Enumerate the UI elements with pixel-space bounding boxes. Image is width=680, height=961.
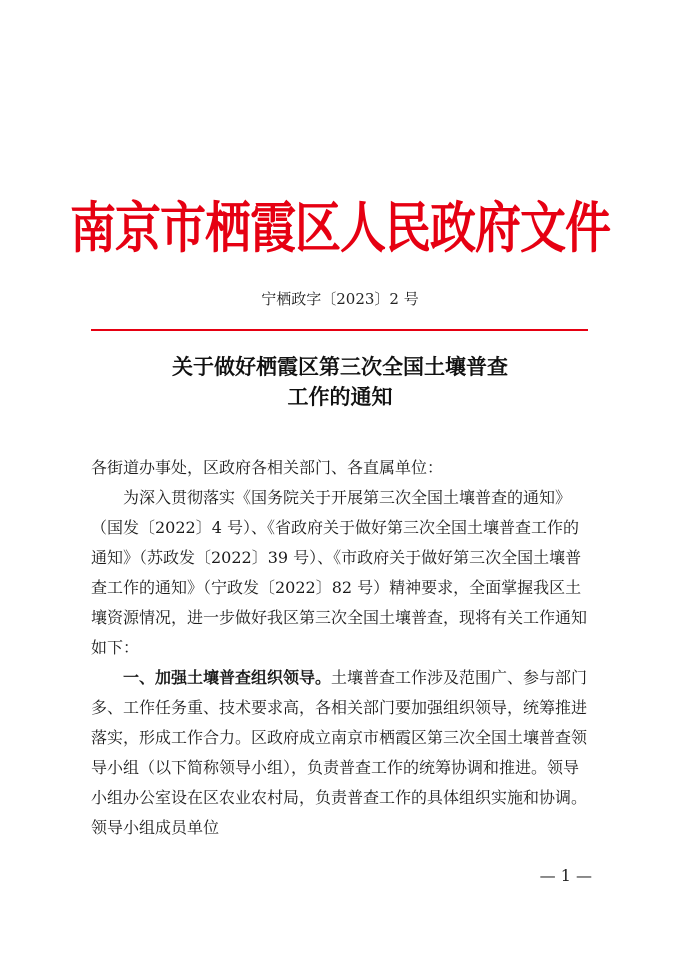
document-body [91,453,591,843]
document-number: 宁栖政字〔2023〕2 号 [261,290,419,308]
red-separator-line [91,329,588,331]
intro-paragraph: 为深入贯彻落实《国务院关于开展第三次全国土壤普查的通知》（国发〔2022〕4 号）、《省政府关于做好第三次全国土壤普查工作的通知》（苏政发〔2022〕39 号）、《市政府关于做好第三次全国土壤普查工作的通知》（宁政发〔2022〕82 号）精神要求，全面掌握我区土壤资源情况，进一步做好我区第三次全国土壤普查，现将有关工作通知如下： [91,488,588,657]
salutation: 各街道办事处，区政府各相关部门、各直属单位： [91,458,444,477]
masthead-title: 南京市栖霞区人民政府文件 [70,195,610,261]
section-1-text: 土壤普查工作涉及范围广、参与部门多、工作任务重、技术要求高，各相关部门要加强组织领导，统筹推进落实，形成工作合力。区政府成立南京市栖霞区第三次全国土壤普查领导小组（以下简称领导小组），负责普查工作的统筹协调和推进。领导小组办公室设在区农业农村局，负责普查工作的具体组织实施和协调。领导小组成员单位 [91,668,588,837]
page-number: — 1 — [539,866,592,885]
notice-title-line-2: 工作的通知 [287,384,393,409]
notice-title-line-1: 关于做好栖霞区第三次全国土壤普查 [172,354,508,379]
section-1-heading: 一、加强土壤普查组织领导。 [123,668,332,687]
section-1-paragraph [91,663,591,843]
notice-title [0,352,680,412]
